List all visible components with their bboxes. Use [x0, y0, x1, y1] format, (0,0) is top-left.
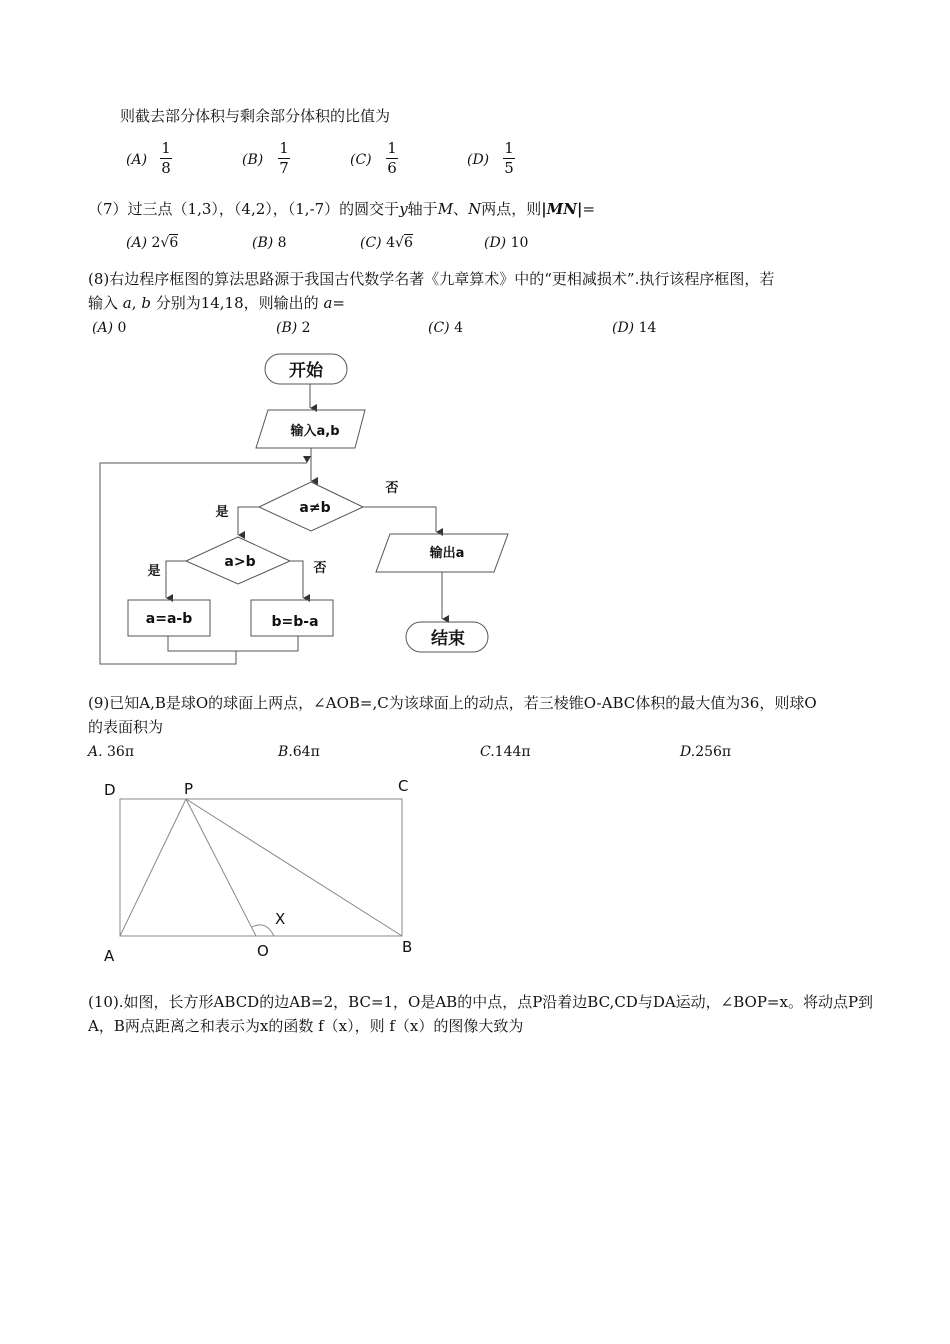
sqrt-icon: √ [395, 235, 404, 251]
sqrt-icon: √ [160, 235, 170, 251]
flow-op1-label: a=a-b [145, 611, 193, 627]
q8-option-b: (B) 2 [276, 320, 311, 336]
q9-option-a: A. 36π [88, 744, 135, 760]
q8-line2: 输入 a, b 分别为14,18，则输出的 a= [88, 294, 345, 312]
label-c: C [398, 777, 409, 795]
label-x: X [275, 910, 286, 928]
q6-option-b-label: (B) [242, 152, 264, 168]
q9-option-b: B.64π [278, 744, 320, 760]
q7-stem: （7）过三点（1,3），（4,2），（1,-7）的圆交于y轴于M、N两点，则|MN|= [88, 200, 596, 218]
q7-option-c: (C) 4√6 [360, 235, 413, 251]
q6-option-b-fraction: 1 7 [279, 139, 289, 177]
q6-option-a-fraction: 1 8 [161, 139, 171, 177]
label-b: B [402, 938, 413, 956]
q9-line1: (9)已知A,B是球O的球面上两点，∠AOB=,C为该球面上的动点，若三棱锥O-ABC体积的最大值为36，则球O [88, 694, 817, 712]
label-o: O [257, 942, 269, 960]
flow-cond1-label: a≠b [299, 500, 331, 516]
q10-line2: A，B两点距离之和表示为x的函数 f（x），则 f（x）的图像大致为 [88, 1017, 524, 1035]
q6-option-a-label: (A) [126, 152, 148, 168]
q6-option-d-label: (D) [467, 152, 490, 168]
q7-mn-abs: |MN| [541, 200, 583, 218]
flow-cond1-yes: 是 [215, 505, 229, 520]
flow-cond2-label: a>b [224, 554, 256, 570]
flow-start-label: 开始 [289, 361, 323, 381]
flow-cond1-no: 否 [385, 481, 399, 496]
flow-cond2-no: 否 [313, 561, 327, 576]
q9-line2: 的表面积为 [88, 718, 164, 736]
q7-option-b: (B) 8 [252, 235, 287, 251]
q9-option-d: D.256π [680, 744, 732, 760]
q6-option-c-label: (C) [350, 152, 372, 168]
flow-end-label: 结束 [431, 629, 465, 649]
q6-stem: 则截去部分体积与剩余部分体积的比值为 [120, 107, 391, 125]
label-d: D [104, 781, 116, 799]
q8-option-a: (A) 0 [92, 320, 127, 336]
flow-input-label: 输入a,b [290, 424, 340, 439]
q7-option-a: (A) 2√6 [126, 235, 179, 251]
q9-option-c: C.144π [480, 744, 531, 760]
q8-line1: (8)右边程序框图的算法思路源于我国古代数学名著《九章算术》中的“更相减损术”.执行该程序框图，若 [88, 270, 775, 288]
q8-option-d: (D) 14 [612, 320, 657, 336]
flow-cond2-yes: 是 [147, 564, 161, 579]
flow-output-label: 输出a [429, 546, 465, 561]
q7-option-d: (D) 10 [484, 235, 529, 251]
q6-option-c-fraction: 1 6 [387, 139, 397, 177]
q6-option-d-fraction: 1 5 [504, 139, 514, 177]
label-p: P [184, 780, 194, 798]
label-a: A [104, 947, 115, 965]
q10-line1: (10).如图，长方形ABCD的边AB=2，BC=1，O是AB的中点，点P沿着边BC,CD与DA运动，∠BOP=x。将动点P到 [88, 993, 874, 1011]
q8-option-c: (C) 4 [428, 320, 464, 336]
rectangle-abcd [120, 799, 402, 936]
flow-op2-label: b=b-a [271, 614, 319, 630]
rectangle-figure [0, 770, 500, 970]
